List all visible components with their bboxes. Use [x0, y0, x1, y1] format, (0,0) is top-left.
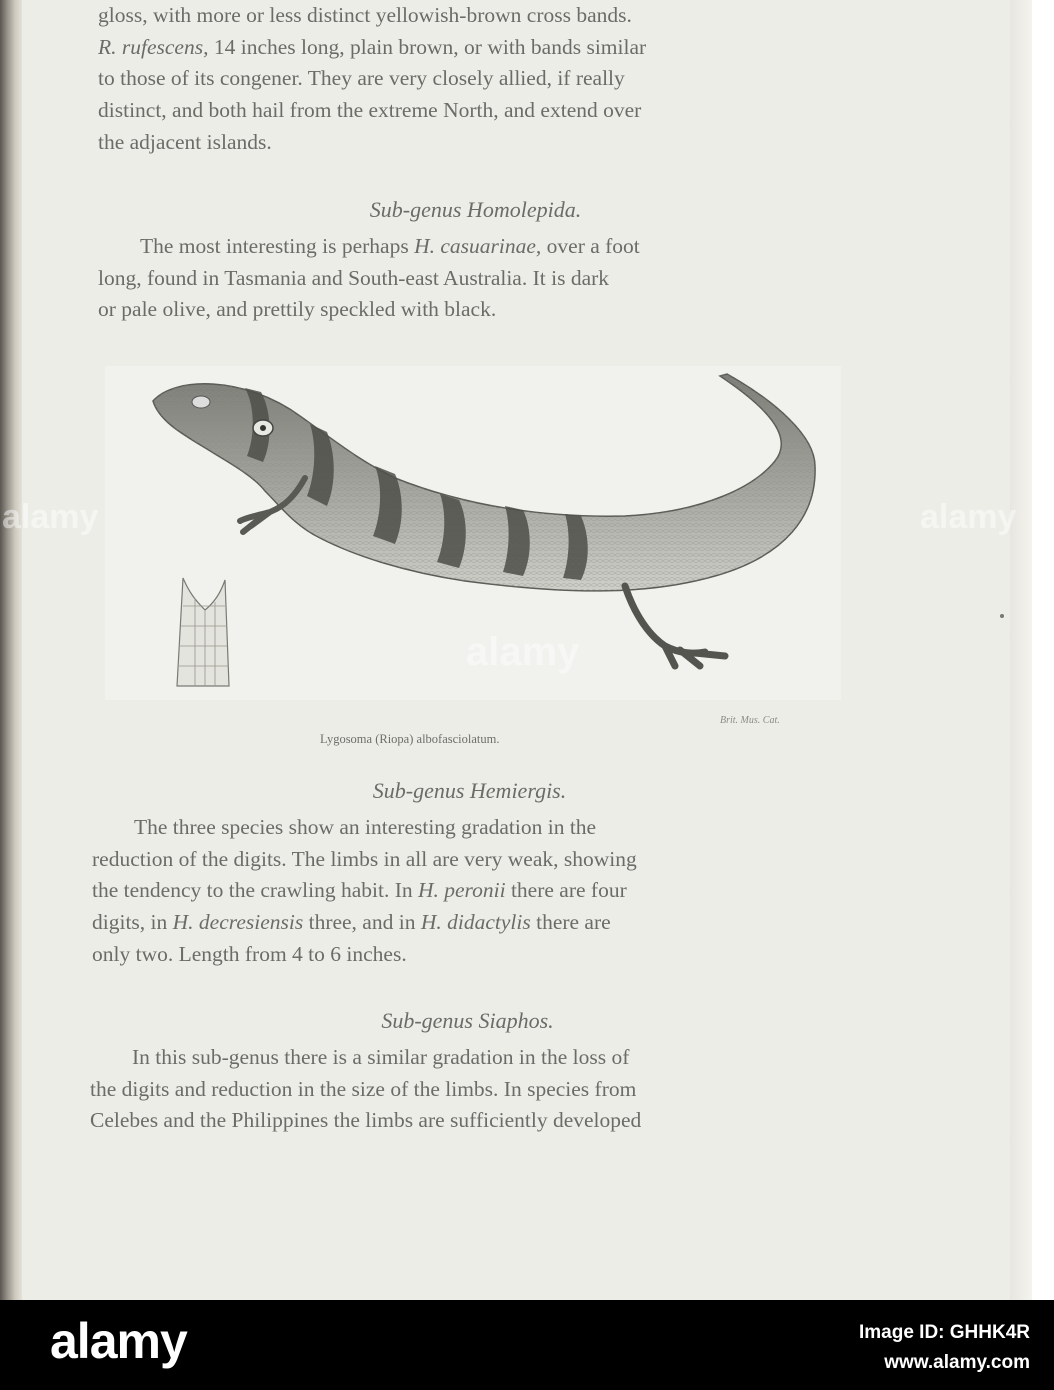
- section-heading-hemiergis: Sub-genus Hemiergis.: [372, 778, 567, 803]
- figure-caption: Lygosoma (Riopa) albofasciolatum.: [320, 732, 500, 746]
- text-line: the digits and reduction in the size of the limbs. In species from: [90, 1076, 637, 1101]
- species-name: H. casuarinae,: [414, 234, 542, 258]
- alamy-logo[interactable]: alamy: [50, 1313, 187, 1369]
- text-line: The three species show an interesting gradation in the: [134, 815, 597, 839]
- lizard-head-detail: [177, 578, 229, 686]
- lizard-nostril-eye: [192, 396, 210, 408]
- species-name: H. didactylis: [420, 910, 531, 935]
- text-fragment: digits, in: [92, 910, 173, 935]
- text-line: the adjacent islands.: [98, 129, 272, 154]
- text-line: reduction of the digits. The limbs in all are very weak, showing: [92, 846, 637, 871]
- text-line: distinct, and both hail from the extreme North, and extend over: [98, 98, 642, 123]
- text-line: [98, 231, 853, 263]
- text-line: [92, 875, 847, 907]
- text-line: to those of its congener. They are very closely allied, if really: [98, 66, 625, 91]
- watermark: alamy: [2, 498, 99, 536]
- watermark: alamy: [920, 498, 1017, 536]
- section-heading-siaphos: Sub-genus Siaphos.: [381, 1008, 554, 1033]
- site-url[interactable]: www.alamy.com: [884, 1352, 1030, 1373]
- text-line: [98, 32, 853, 64]
- text-fragment: The most interesting is perhaps: [140, 234, 415, 258]
- book-spine: [0, 0, 22, 1300]
- image-id: Image ID: GHHK4R: [858, 1322, 1030, 1343]
- species-name: H. peronii: [417, 878, 506, 903]
- lizard-pupil: [260, 425, 266, 431]
- text-line: only two. Length from 4 to 6 inches.: [92, 941, 407, 966]
- text-fragment: three, and in: [303, 910, 421, 935]
- species-name: R. rufescens,: [98, 34, 209, 59]
- page-speck: [1000, 614, 1004, 618]
- figure-credit: Brit. Mus. Cat.: [720, 715, 780, 726]
- text-fragment: there are: [530, 910, 611, 935]
- intro-paragraph: [98, 0, 853, 159]
- text-fragment: over a foot: [541, 234, 640, 258]
- homolepida-paragraph: [98, 231, 853, 326]
- text-line: In this sub-genus there is a similar gradation in the loss of: [132, 1045, 630, 1069]
- lizard-hind-leg: [625, 586, 725, 666]
- text-fragment: the tendency to the crawling habit. In: [92, 878, 418, 903]
- page-edge: [1010, 0, 1032, 1300]
- stock-footer-bar: [0, 1300, 1054, 1390]
- hemiergis-paragraph: [92, 812, 847, 971]
- text-line: or pale olive, and prettily speckled with black.: [98, 297, 497, 322]
- text-fragment: there are four: [505, 878, 627, 903]
- section-heading-homolepida: Sub-genus Homolepida.: [369, 197, 582, 222]
- text-line: gloss, with more or less distinct yellowish-brown cross bands.: [98, 3, 632, 27]
- species-name: H. decresiensis: [172, 910, 304, 935]
- text-fragment: 14 inches long, plain brown, or with bands similar: [208, 34, 647, 59]
- text-line: [92, 907, 847, 939]
- siaphos-paragraph: [90, 1042, 845, 1137]
- watermark: alamy: [466, 630, 580, 674]
- text-line: Celebes and the Philippines the limbs are sufficiently developed: [90, 1108, 642, 1133]
- text-line: long, found in Tasmania and South-east Australia. It is dark: [98, 265, 610, 290]
